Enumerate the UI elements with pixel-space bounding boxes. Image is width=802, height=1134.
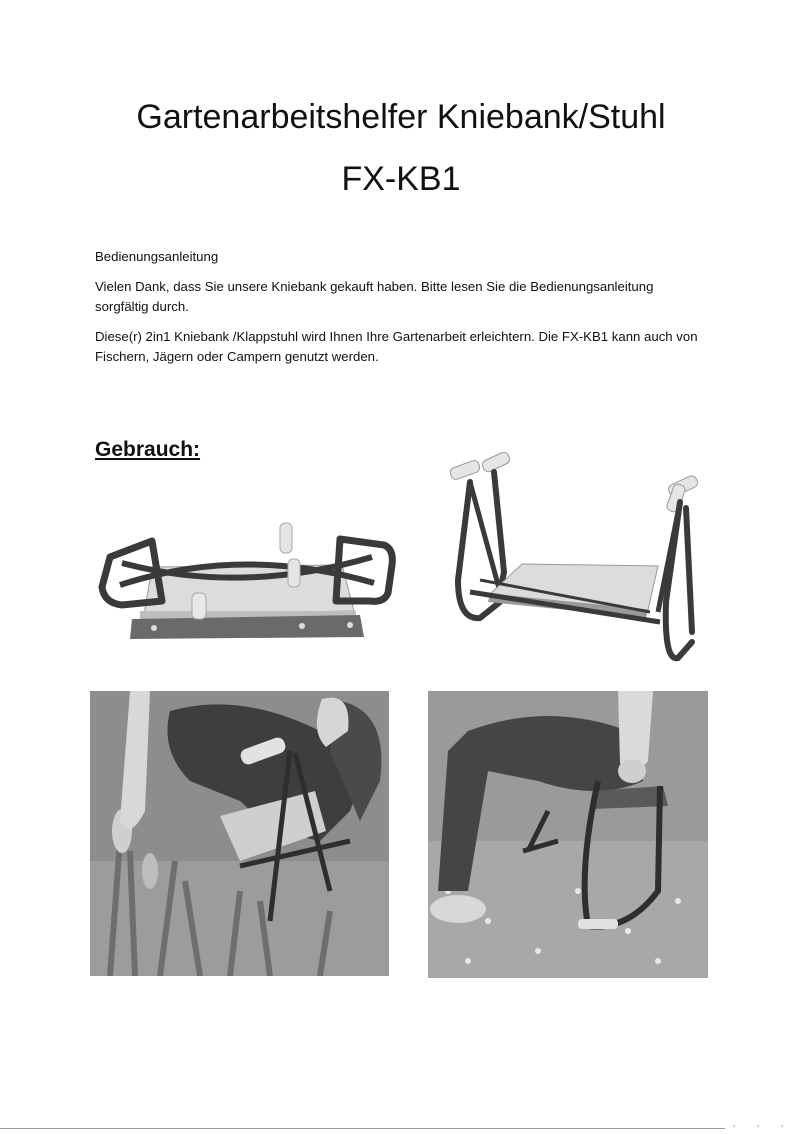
open-kneeler-image bbox=[440, 452, 712, 667]
paragraph-description: Diese(r) 2in1 Kniebank /Klappstuhl wird Ihnen Ihre Gartenarbeit erleichtern. Die FX-KB1 kann auch von Fischern, Jägern oder Campern genutzt werden. bbox=[95, 329, 698, 364]
kneeling-usage-photo bbox=[90, 691, 389, 976]
footer-rule bbox=[0, 1128, 725, 1129]
model-number: FX-KB1 bbox=[341, 160, 461, 198]
document-title: Gartenarbeitshelfer Kniebank/Stuhl bbox=[136, 98, 666, 136]
footer-dots bbox=[728, 1122, 788, 1130]
sitting-usage-photo bbox=[428, 691, 708, 978]
paragraph-instructions-label: Bedienungsanleitung bbox=[95, 249, 219, 264]
paragraph-thanks: Vielen Dank, dass Sie unsere Kniebank gekauft haben. Bitte lesen Sie die Bedienungsanleitung sorgfältig durch. bbox=[95, 279, 654, 314]
section-heading-usage: Gebrauch: bbox=[95, 438, 201, 461]
folded-kneeler-image bbox=[92, 515, 400, 650]
